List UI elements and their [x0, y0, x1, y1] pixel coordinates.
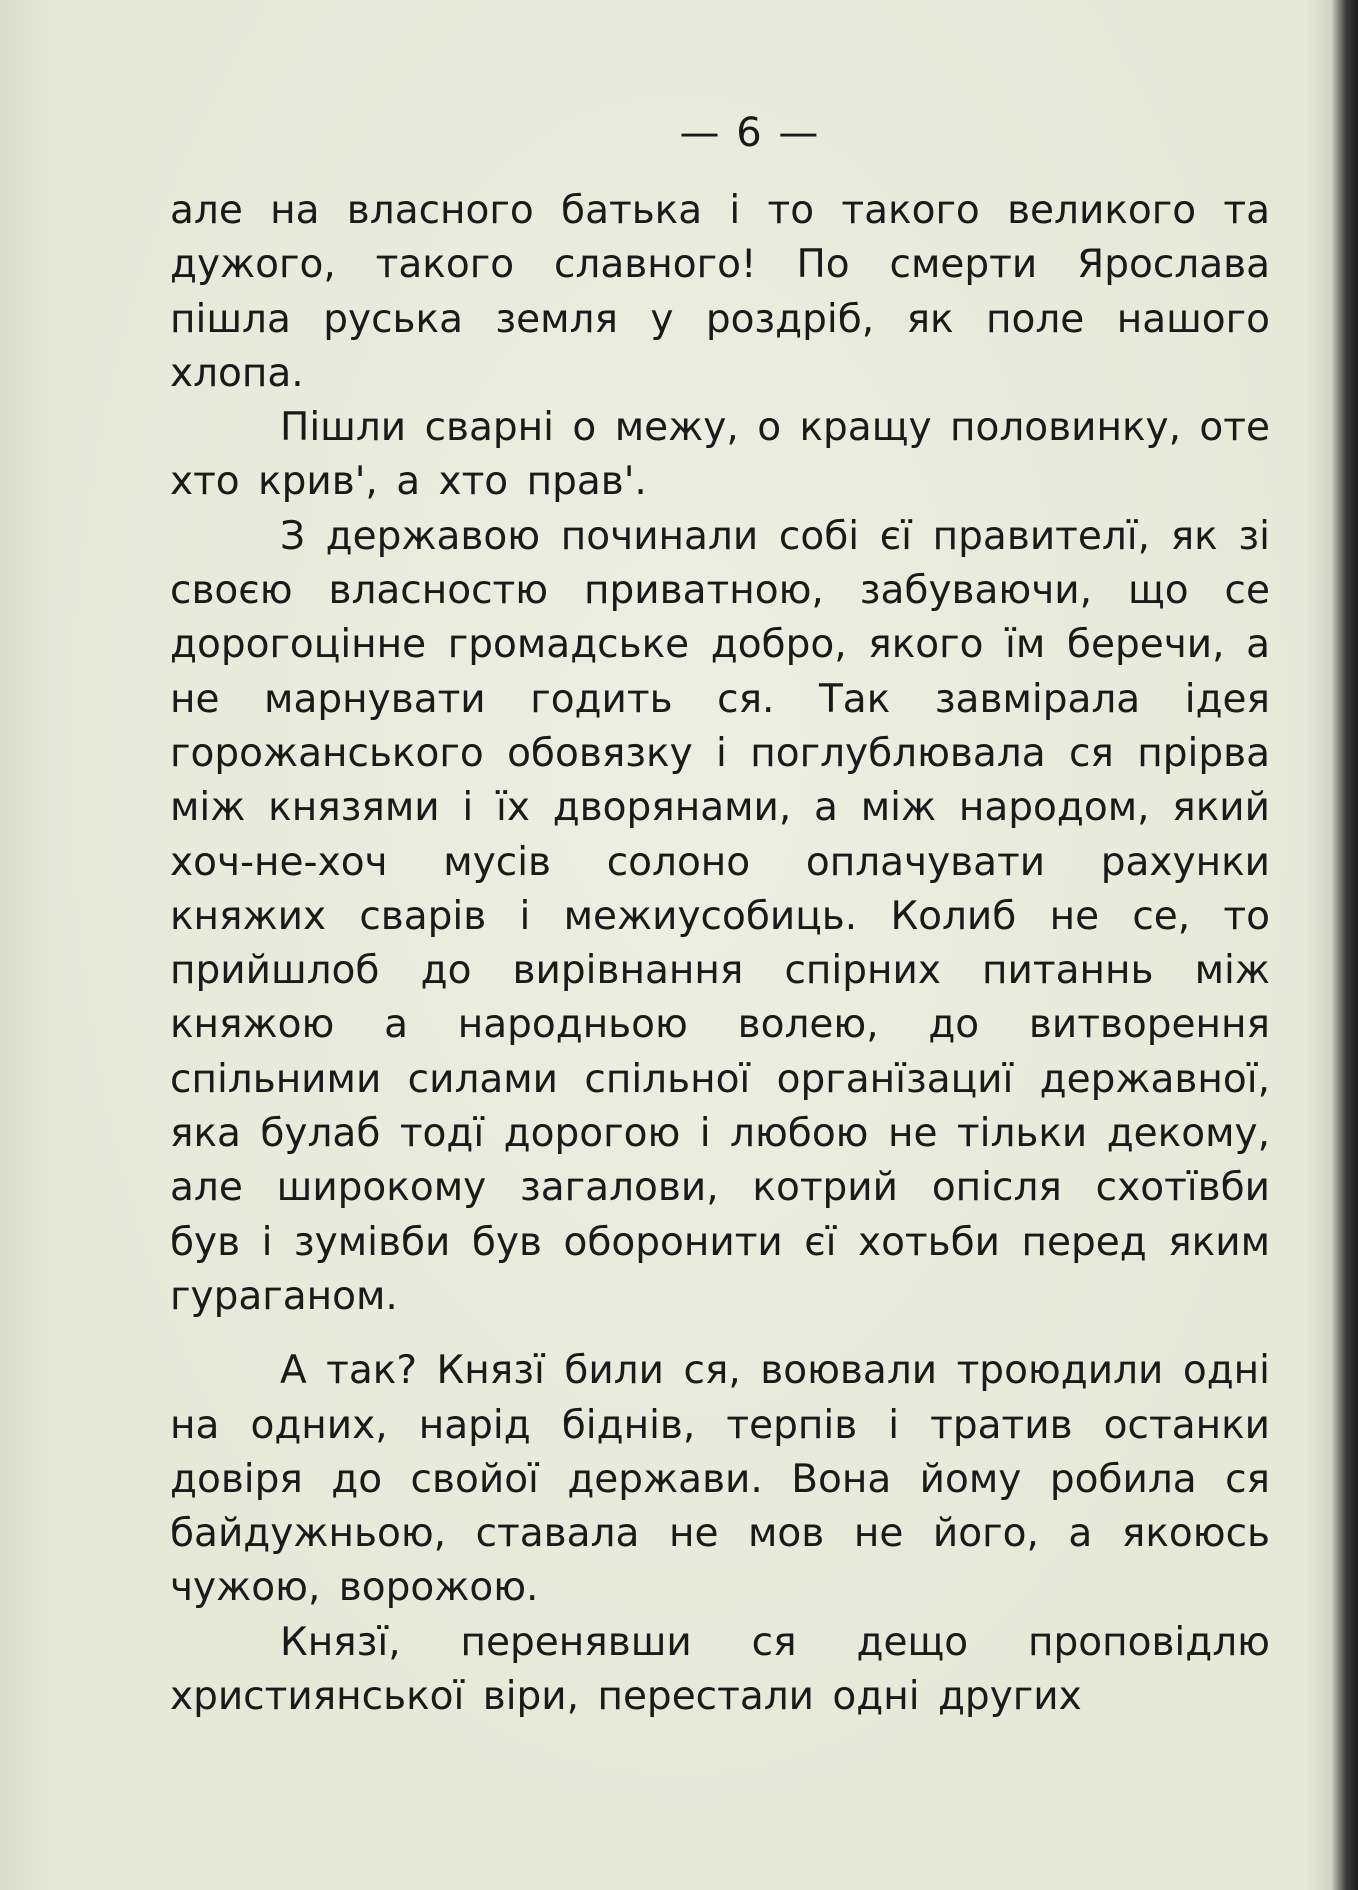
paragraph-5: Князї, перенявши ся дещо проповідлю християнської віри, перестали одні других [170, 1619, 1270, 1720]
paragraph-2: Пішли сварні о межу, о кращу половинку, оте хто крив', а хто прав'. [170, 405, 1270, 505]
book-spine-shadow [1332, 0, 1358, 1890]
page-number: — 6 — [679, 110, 821, 156]
page-content [170, 110, 1270, 1724]
paragraph-3: З державою починали собі єї правителї, як зі своєю власностю приватною, забуваючи, що се дорогоцінне громадське добро, якого їм беречи, а не марнувати годить ся. Так завмірала ідея горожанського обовязку і поглублювала ся прірва між князями і їх дворянами, а між народом, який хоч-не-хоч мусів солоно оплачувати рахунки княжих сварів і межиусобиць. Колиб не се, то прийшлоб до вирівнання спірних питаннь між княжою а народньою волею, до витворення спільними силами спільної органїзациї державної, яка булаб тодї дорогою і любою не тільки декому, але широкому загалови, котрий опісля схотївби був і зумівби був оборонити єї хотьби перед яким гураганом. [170, 513, 1270, 1319]
paragraph-1: але на власного батька і то такого великого та дужого, такого славного! По смерти Ярослава пішла руська земля у роздріб, як поле нашого хлопа. [170, 188, 1270, 396]
paragraph-4: А так? Князї били ся, воювали троюдили одні на одних, нарід біднів, терпів і тратив останки довіря до свойої держави. Вона йому робила ся байдужньою, ставала не мов не його, а якоюсь чужою, ворожою. [170, 1348, 1270, 1611]
